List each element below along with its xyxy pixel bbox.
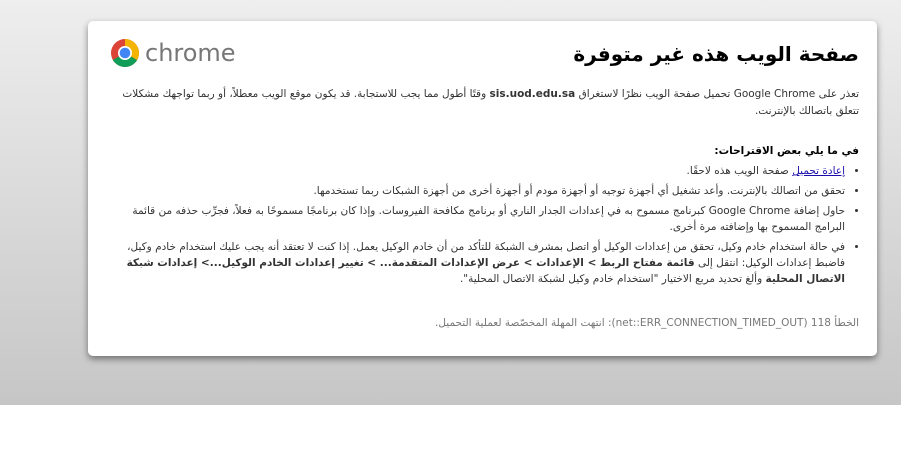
error-title: صفحة الويب هذه غير متوفرة bbox=[573, 42, 859, 66]
suggestion-firewall: • حاول إضافة Google Chrome كبرنامج مسموح به في إعدادات الجدار الناري أو برنامج مكافحة الفيروسات. وإذا كان برنامجًا مسموحًا به فعلاً، فجرِّب حذفه من قائمة البرامج المسموح بها وإضافته مرة أخرى. bbox=[107, 203, 845, 235]
suggestions-heading: في ما يلي بعض الاقتراحات: bbox=[714, 145, 859, 157]
chrome-wordmark: chrome bbox=[145, 39, 236, 67]
suggestion-check-connection: • تحقق من اتصالك بالإنترنت. وأعد تشغيل أي أجهزة توجيه أو أجهزة مودم أو أجهزة أخرى من أجهزة الشبكات ربما تستخدمها. bbox=[107, 183, 845, 199]
error-code-value: (net::ERR_CONNECTION_TIMED_OUT) bbox=[611, 317, 808, 329]
suggestion-proxy bbox=[107, 239, 845, 287]
suggestion-reload bbox=[107, 163, 845, 179]
suggestions-list bbox=[107, 163, 859, 287]
error-code-desc: : انتهت المهلة المخصّصة لعملية التحميل. bbox=[435, 317, 612, 329]
proxy-outro: وألغ تحديد مربع الاختيار "استخدام خادم وكيل لشبكة الاتصال المحلية". bbox=[459, 273, 763, 285]
proxy-settings-path: قائمة مفتاح الربط > الإعدادات > عرض الإعدادات المتقدمة... > تغيير إعدادات الخادم الوكيل...> إعدادات شبكة الاتصال المحلية bbox=[126, 257, 845, 285]
summary-text-pre: تعذر على Google Chrome تحميل صفحة الويب نظرًا لاستغراق bbox=[578, 88, 859, 100]
error-summary bbox=[107, 86, 859, 120]
reload-link[interactable]: إعادة تحميل bbox=[792, 165, 845, 177]
proxy-intro: في حالة استخدام خادم وكيل، تحقق من إعدادات الوكيل أو اتصل بمشرف الشبكة للتأكد من أن خادم الوكيل يعمل. إذا كنت لا تعتقد أنه يجب عليك استخدام خادم وكيل، فاضبط إعدادات الوكيل: انتقل إلى bbox=[127, 241, 845, 269]
error-content bbox=[107, 41, 859, 331]
summary-host: sis.uod.edu.sa bbox=[489, 88, 576, 100]
reload-text: صفحة الويب هذه لاحقًا. bbox=[686, 165, 789, 177]
error-card bbox=[88, 21, 877, 356]
error-code-label: الخطأ 118 bbox=[810, 317, 859, 329]
summary-text-post: وقتًا أطول مما يجب للاستجابة. قد يكون موقع الويب معطلاً، أو ربما تواجهك مشكلات تتعلق باتصالك بالإنترنت. bbox=[122, 88, 859, 117]
error-code bbox=[107, 315, 859, 331]
